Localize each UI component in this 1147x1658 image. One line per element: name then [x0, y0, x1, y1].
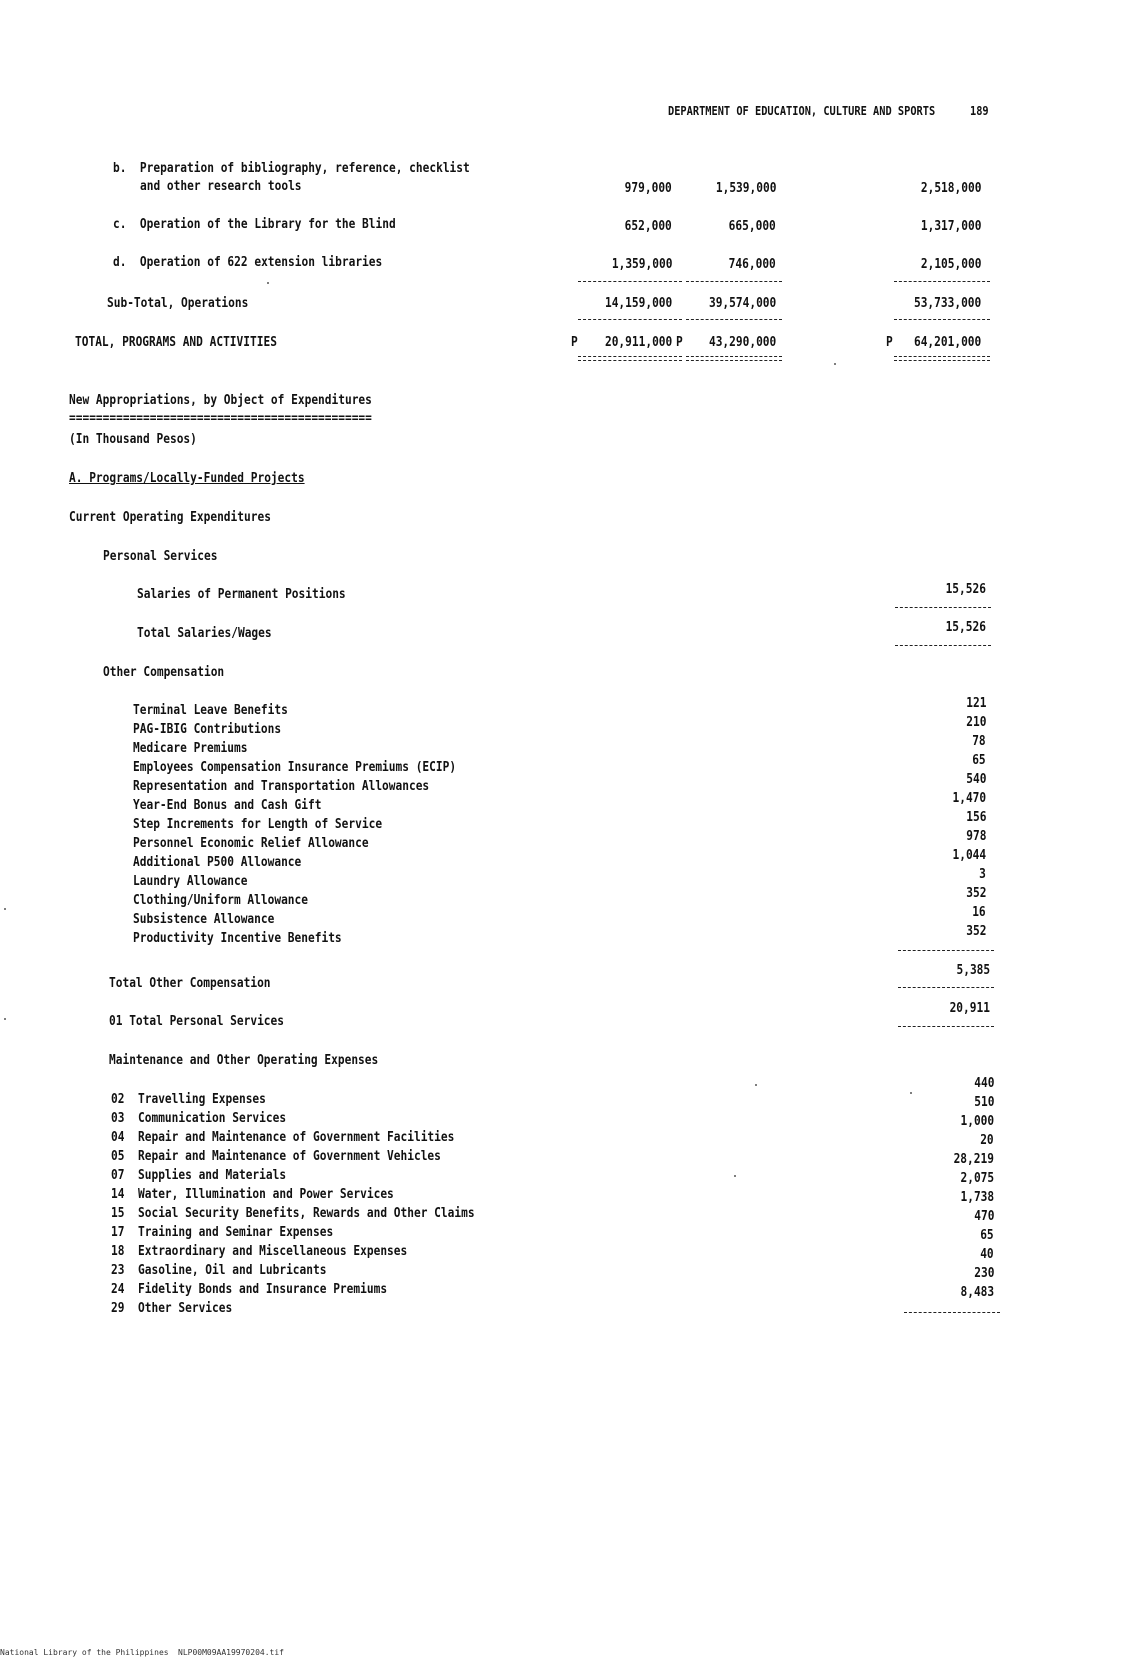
subtotal-col3: 53,733,000 [913, 296, 981, 311]
total-personal-services-label: 01 Total Personal Services [109, 1014, 285, 1029]
total-personal-services-value: 20,911 [949, 1001, 990, 1016]
mooe-item-value: 20 [980, 1133, 994, 1148]
mooe-item-value: 1,000 [960, 1114, 994, 1129]
total-peso-sign: P [886, 335, 893, 350]
mooe-item-value: 230 [973, 1266, 994, 1281]
activity-b-label-line2: and other research tools [140, 179, 302, 194]
subtotal-label: Sub-Total, Operations [107, 296, 249, 311]
mooe-item-code: 04 [111, 1130, 125, 1145]
activity-b-col2: 1,539,000 [715, 181, 776, 196]
other-comp-item-value: 210 [965, 715, 986, 730]
mooe-item-value: 1,738 [960, 1190, 994, 1205]
mooe-item-label: Gasoline, Oil and Lubricants [138, 1263, 327, 1278]
other-comp-item-label: Step Increments for Length of Service [133, 817, 383, 832]
scan-speck [4, 1018, 6, 1020]
other-comp-item-label: Terminal Leave Benefits [133, 703, 288, 718]
activity-b-col1: 979,000 [624, 181, 672, 196]
other-comp-item-value: 3 [979, 867, 986, 882]
other-compensation-heading: Other Compensation [103, 665, 225, 680]
other-comp-item-value: 540 [965, 772, 986, 787]
mooe-item-code: 29 [111, 1301, 125, 1316]
unit-label: (In Thousand Pesos) [69, 432, 197, 447]
footer-file-id: NLP00M09AA19970204.tif [178, 1648, 284, 1657]
total-label: TOTAL, PROGRAMS AND ACTIVITIES [75, 335, 277, 350]
personal-services-heading: Personal Services [103, 549, 218, 564]
rule-before-total [686, 319, 782, 320]
other-comp-item-label: Representation and Transportation Allowances [133, 779, 430, 794]
mooe-item-value: 40 [980, 1247, 994, 1262]
rule-after-mooe [904, 1312, 1000, 1313]
mooe-item-label: Training and Seminar Expenses [138, 1225, 334, 1240]
rule-before-subtotal [578, 281, 682, 282]
total-col2: 43,290,000 [708, 335, 776, 350]
activity-d-col1: 1,359,000 [611, 257, 672, 272]
mooe-item-label: Water, Illumination and Power Services [138, 1187, 394, 1202]
mooe-item-value: 2,075 [960, 1171, 994, 1186]
other-comp-item-label: Productivity Incentive Benefits [133, 931, 342, 946]
new-appropriations-title: New Appropriations, by Object of Expenditures [69, 393, 372, 408]
scan-speck [734, 1175, 736, 1177]
rule-after-total-personal [898, 1026, 994, 1027]
other-comp-item-value: 352 [965, 924, 986, 939]
activity-b-label-line1: b. Preparation of bibliography, reference, checklist [113, 161, 470, 176]
mooe-item-code: 02 [111, 1092, 125, 1107]
activity-d-col3: 2,105,000 [920, 257, 981, 272]
mooe-item-value: 8,483 [960, 1285, 994, 1300]
rule-before-total [578, 319, 682, 320]
activity-c-col1: 652,000 [624, 219, 672, 234]
rule-before-total-other-comp [898, 950, 994, 951]
mooe-item-label: Repair and Maintenance of Government Vehicles [138, 1149, 441, 1164]
rule-before-total [894, 319, 990, 320]
total-salaries-label: Total Salaries/Wages [137, 626, 272, 641]
rule-after-total-other-comp [898, 987, 994, 988]
other-comp-item-label: PAG-IBIG Contributions [133, 722, 282, 737]
other-comp-item-value: 16 [972, 905, 986, 920]
other-comp-item-label: Year-End Bonus and Cash Gift [133, 798, 322, 813]
other-comp-item-label: Additional P500 Allowance [133, 855, 302, 870]
total-other-comp-label: Total Other Compensation [109, 976, 271, 991]
mooe-item-value: 28,219 [953, 1152, 994, 1167]
mooe-item-label: Other Services [138, 1301, 233, 1316]
salaries-value: 15,526 [945, 582, 986, 597]
mooe-item-code: 15 [111, 1206, 125, 1221]
scan-speck [755, 1084, 757, 1086]
subtotal-col2: 39,574,000 [708, 296, 776, 311]
other-comp-item-value: 1,470 [952, 791, 986, 806]
other-comp-item-label: Clothing/Uniform Allowance [133, 893, 309, 908]
other-comp-item-label: Employees Compensation Insurance Premiums (ECIP) [133, 760, 457, 775]
department-header: DEPARTMENT OF EDUCATION, CULTURE AND SPORTS [668, 104, 936, 118]
mooe-item-value: 510 [973, 1095, 994, 1110]
other-comp-item-value: 1,044 [952, 848, 986, 863]
footer-library: National Library of the Philippines [0, 1648, 169, 1657]
other-comp-item-label: Medicare Premiums [133, 741, 248, 756]
mooe-item-label: Communication Services [138, 1111, 287, 1126]
other-comp-item-label: Laundry Allowance [133, 874, 248, 889]
mooe-heading: Maintenance and Other Operating Expenses [109, 1053, 379, 1068]
other-comp-item-label: Subsistence Allowance [133, 912, 275, 927]
scan-speck [910, 1092, 912, 1094]
other-comp-item-value: 121 [965, 696, 986, 711]
current-operating-heading: Current Operating Expenditures [69, 510, 271, 525]
other-comp-item-value: 156 [965, 810, 986, 825]
new-appropriations-double-rule: ============================================= [69, 411, 372, 426]
mooe-item-code: 03 [111, 1111, 125, 1126]
rule-after-salaries [895, 607, 991, 608]
mooe-item-code: 23 [111, 1263, 125, 1278]
total-salaries-value: 15,526 [945, 620, 986, 635]
mooe-item-code: 24 [111, 1282, 125, 1297]
mooe-item-label: Supplies and Materials [138, 1168, 287, 1183]
mooe-item-code: 05 [111, 1149, 125, 1164]
mooe-item-code: 07 [111, 1168, 125, 1183]
total-col1: 20,911,000 [604, 335, 672, 350]
mooe-item-code: 14 [111, 1187, 125, 1202]
activity-d-col2: 746,000 [728, 257, 776, 272]
mooe-item-label: Travelling Expenses [138, 1092, 266, 1107]
subtotal-col1: 14,159,000 [604, 296, 672, 311]
other-comp-item-value: 978 [965, 829, 986, 844]
other-comp-item-value: 352 [965, 886, 986, 901]
double-rule-total [686, 356, 782, 361]
activity-c-col2: 665,000 [728, 219, 776, 234]
total-other-comp-value: 5,385 [956, 963, 990, 978]
double-rule-total [894, 356, 990, 361]
total-peso-sign: P [676, 335, 683, 350]
total-col3: 64,201,000 [913, 335, 981, 350]
activity-c-col3: 1,317,000 [920, 219, 981, 234]
rule-before-subtotal [686, 281, 782, 282]
scan-speck [267, 282, 269, 284]
rule-after-total-salaries [895, 645, 991, 646]
double-rule-total [578, 356, 682, 361]
rule-before-subtotal [894, 281, 990, 282]
page-number: 189 [970, 104, 989, 118]
scan-speck [834, 363, 836, 365]
other-comp-item-value: 78 [972, 734, 986, 749]
mooe-item-label: Social Security Benefits, Rewards and Other Claims [138, 1206, 475, 1221]
mooe-item-code: 18 [111, 1244, 125, 1259]
mooe-item-label: Fidelity Bonds and Insurance Premiums [138, 1282, 388, 1297]
salaries-label: Salaries of Permanent Positions [137, 587, 346, 602]
scan-speck [4, 908, 6, 910]
mooe-item-code: 17 [111, 1225, 125, 1240]
mooe-item-label: Repair and Maintenance of Government Facilities [138, 1130, 455, 1145]
other-comp-item-label: Personnel Economic Relief Allowance [133, 836, 369, 851]
total-peso-sign: P [571, 335, 578, 350]
mooe-item-value: 470 [973, 1209, 994, 1224]
mooe-item-value: 440 [973, 1076, 994, 1091]
mooe-item-label: Extraordinary and Miscellaneous Expenses [138, 1244, 408, 1259]
other-comp-item-value: 65 [972, 753, 986, 768]
activity-c-label: c. Operation of the Library for the Blind [113, 217, 396, 232]
section-a-heading: A. Programs/Locally-Funded Projects [69, 471, 305, 486]
activity-b-col3: 2,518,000 [920, 181, 981, 196]
mooe-item-value: 65 [980, 1228, 994, 1243]
activity-d-label: d. Operation of 622 extension libraries [113, 255, 383, 270]
